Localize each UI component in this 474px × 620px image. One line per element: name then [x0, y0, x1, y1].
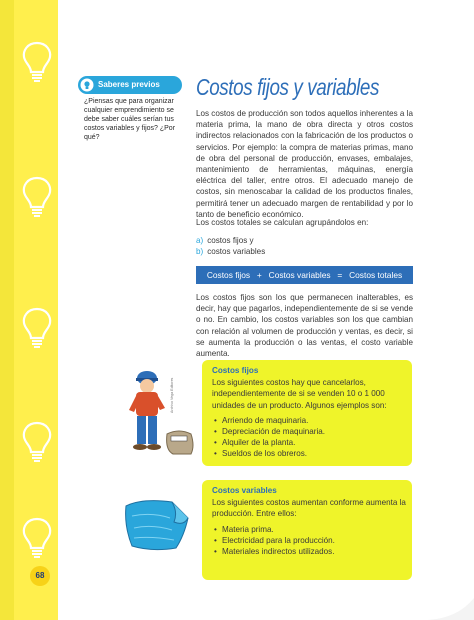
list-item: • Materiales indirectos utilizados.	[214, 546, 412, 557]
fixed-costs-list	[214, 415, 412, 460]
lightbulb-icon	[20, 175, 54, 221]
formula-fixed: Costos fijos	[206, 270, 251, 280]
variable-costs-card	[202, 480, 412, 580]
grouping-paragraph: Los costos totales se calculan agrupándolos en:	[196, 218, 369, 227]
list-item: • Depreciación de maquinaria.	[214, 426, 412, 437]
formula-variable: Costos variables	[268, 270, 331, 280]
definitions-paragraph: Los costos fijos son los que permanecen inalterables, es decir, hay que pagarlos, independientemente de si se vende o no. En cambio, los costos variables son los que cambian con relación al volumen de producción y ventas, es decir, si se aumenta la producción o las ventas, el costo variable aumenta.	[196, 293, 413, 359]
variable-costs-title: Costos variables	[212, 486, 277, 495]
saberes-previos-box	[78, 76, 182, 160]
saberes-previos-title: Saberes previos	[98, 80, 160, 89]
fixed-costs-title: Costos fijos	[212, 366, 259, 375]
strip-divider	[58, 0, 64, 620]
list-item: • Sueldos de los obreros.	[214, 448, 412, 459]
formula-equals: =	[337, 270, 343, 280]
cost-types-list	[196, 235, 265, 257]
lightbulb-icon	[20, 40, 54, 86]
list-item: • Alquiler de la planta.	[214, 437, 412, 448]
cost-formula-bar	[196, 266, 413, 284]
lightbulb-icon	[20, 420, 54, 466]
saberes-previos-question: ¿Piensas que para organizar cualquier emprendimiento se debe saber cuáles serían tus costos variables y fijos? ¿Por qué?	[84, 98, 176, 141]
formula-total: Costos totales	[349, 270, 403, 280]
lightbulb-icon	[20, 306, 54, 352]
list-item: • Electricidad para la producción.	[214, 535, 412, 546]
fixed-costs-intro: Los siguientes costos hay que cancelarlos, independientemente de si se venden 10 o 1 000 unidades de un producto. Algunos ejemplos son:	[212, 378, 387, 410]
variable-costs-list	[214, 524, 412, 558]
lightbulb-icon	[20, 516, 54, 562]
list-item: b) costos variables	[196, 247, 266, 257]
page-number: 68	[30, 566, 50, 586]
formula-plus: +	[256, 270, 262, 280]
corner-decoration	[428, 598, 474, 620]
saberes-previos-icon	[80, 78, 94, 92]
saberes-previos-header	[78, 76, 182, 94]
worker-illustration	[125, 366, 195, 463]
intro-paragraph: Los costos de producción son todos aquellos inherentes a la materia prima, la mano de obra directa y otros costos indirectos relacionados con la fabricación de los productos o servicios. Por ejemplo: la compra de materias primas, mano de obra del personal de producción, envases, embalajes, mantenimiento de herramientas, máquinas, energía eléctrica del taller, entre otros. El adecuado manejo de costos, sin menoscabar la calidad de los productos finales, permitirá tener un adecuado margen de rentabilidad y por lo tanto de beneficio económico.	[196, 109, 413, 219]
photo-credit: Archivo Vega Editores	[170, 377, 174, 413]
blue-towel-illustration	[122, 496, 192, 559]
list-item: • Arriendo de maquinaria.	[214, 415, 412, 426]
variable-costs-intro: Los siguientes costos aumentan conforme aumenta la producción. Entre ellos:	[212, 498, 406, 519]
fixed-costs-card	[202, 360, 412, 466]
list-item: • Materia prima.	[214, 524, 412, 535]
list-item: a) costos fijos y	[196, 236, 254, 245]
page-title: Costos fijos y variables	[196, 74, 380, 100]
